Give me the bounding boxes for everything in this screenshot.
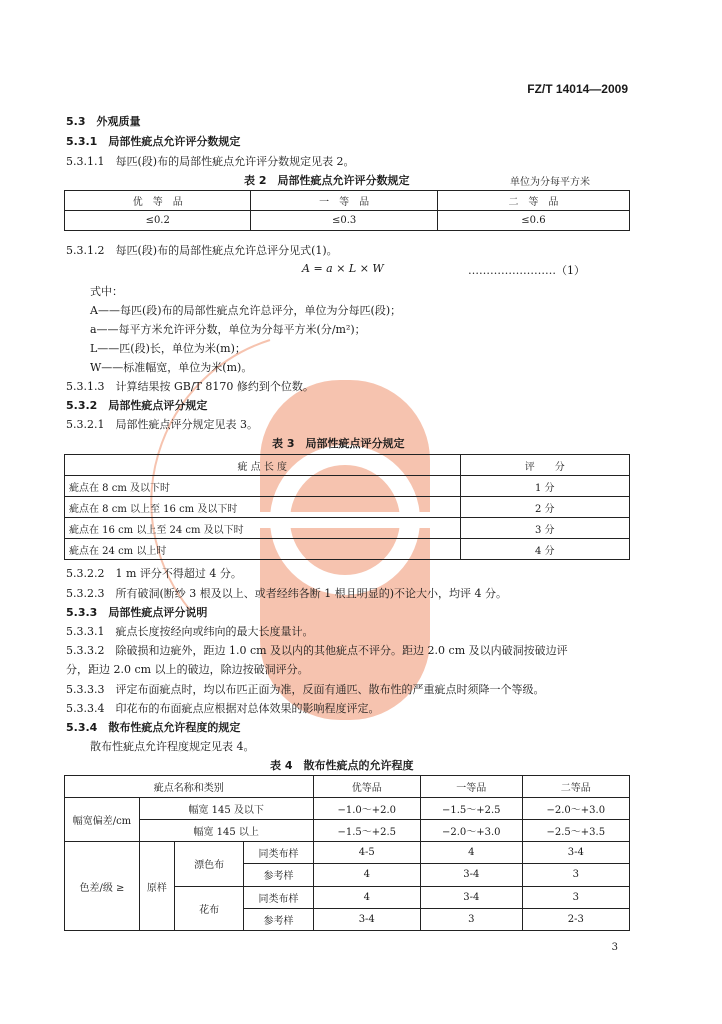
table4-dyed-label: 漂色布 xyxy=(174,842,243,886)
table4-cell: −2.0～+3.0 xyxy=(522,798,629,820)
table4-cell: 4 xyxy=(420,842,522,864)
table4 xyxy=(64,775,630,931)
table3-cell: 4 分 xyxy=(460,539,630,560)
table4-cell: 3 xyxy=(420,908,522,930)
table4-print-label: 花布 xyxy=(174,886,243,930)
table2-unit: 单位为分每平方米 xyxy=(510,177,590,188)
section-5-3-3-heading: 5.3.3 局部性疵点评分说明 xyxy=(66,606,208,619)
table4-width-label: 幅宽偏差/cm xyxy=(65,798,140,842)
table4-cell: 同类布样 xyxy=(244,886,313,908)
para-5-3-3-1: 5.3.3.1 疵点长度按经向或纬向的最大长度量计。 xyxy=(66,625,314,638)
table4-header-cell: 二等品 xyxy=(522,776,629,798)
table4-cell: 4 xyxy=(313,864,420,886)
def-a: a——每平方米允许评分数，单位为分每平方米(分/m²)； xyxy=(90,323,366,336)
table3-cell: 疵点在 16 cm 以上至 24 cm 及以下时 xyxy=(65,518,461,539)
table4-header-cell: 疵点名称和类别 xyxy=(65,776,314,798)
para-5-3-3-2: 5.3.3.2 除破损和边疵外，距边 1.0 cm 及以内的其他疵点不评分。距边 2.0 cm 及以内破洞按破边评 xyxy=(66,644,568,657)
table3-cell: 疵点在 8 cm 以上至 16 cm 及以下时 xyxy=(65,497,461,518)
table3-caption: 表 3 局部性疵点评分规定 xyxy=(272,437,405,450)
table2 xyxy=(64,190,630,231)
where-label: 式中： xyxy=(90,285,123,298)
table4-cell: 4-5 xyxy=(313,842,420,864)
table2-cell: ≤0.2 xyxy=(65,211,251,231)
table4-cell: −2.5～+3.5 xyxy=(522,820,629,842)
section-5-3-1-heading: 5.3.1 局部性疵点允许评分数规定 xyxy=(66,135,241,148)
def-A: A——每匹(段)布的局部性疵点允许总评分，单位为分每匹(段)； xyxy=(90,304,402,317)
para-5-3-2-1: 5.3.2.1 局部性疵点评分规定见表 3。 xyxy=(66,418,258,431)
table3 xyxy=(64,454,630,560)
table4-color-label: 色差/级 ≥ xyxy=(65,842,140,931)
def-L: L——匹(段)长，单位为米(m)； xyxy=(90,342,246,355)
table4-cell: 参考样 xyxy=(244,908,313,930)
section-5-3-heading: 5.3 外观质量 xyxy=(66,115,141,128)
table3-header-cell: 评 分 xyxy=(460,455,630,476)
table3-header-cell: 疵 点 长 度 xyxy=(65,455,461,476)
table3-cell: 疵点在 24 cm 以上时 xyxy=(65,539,461,560)
para-5-3-1-2: 5.3.1.2 每匹(段)布的局部性疵点允许总评分见式(1)。 xyxy=(66,244,338,257)
table3-cell: 3 分 xyxy=(460,518,630,539)
para-5-3-3-4: 5.3.3.4 印花布的布面疵点应根据对总体效果的影响程度评定。 xyxy=(66,702,380,715)
page-number: 3 xyxy=(611,942,618,953)
table4-cell: −1.5～+2.5 xyxy=(420,798,522,820)
table4-cell: −1.5～+2.5 xyxy=(313,820,420,842)
table3-cell: 2 分 xyxy=(460,497,630,518)
table4-caption: 表 4 散布性疵点的允许程度 xyxy=(270,759,414,772)
table2-header-cell: 一 等 品 xyxy=(251,191,437,211)
table4-cell: −1.0～+2.0 xyxy=(313,798,420,820)
para-5-3-4: 散布性疵点允许程度规定见表 4。 xyxy=(90,740,255,753)
table4-cell: 3-4 xyxy=(420,864,522,886)
para-5-3-3-3: 5.3.3.3 评定布面疵点时，均以布匹正面为准，反面有通匹、散布性的严重疵点时须降一个等级。 xyxy=(66,683,545,696)
table4-cell: 3-4 xyxy=(522,842,629,864)
table4-cell: −2.0～+3.0 xyxy=(420,820,522,842)
def-W: W——标准幅宽，单位为米(m)。 xyxy=(90,361,253,374)
table4-cell: 幅宽 145 以上 xyxy=(139,820,313,842)
table3-cell: 1 分 xyxy=(460,476,630,497)
table4-orig-label: 原样 xyxy=(140,842,175,930)
table2-header-cell: 二 等 品 xyxy=(437,191,629,211)
table4-cell: 4 xyxy=(313,886,420,908)
table2-cell: ≤0.6 xyxy=(437,211,629,231)
para-5-3-1-3: 5.3.1.3 计算结果按 GB/T 8170 修约到个位数。 xyxy=(66,380,314,393)
table4-cell: 3 xyxy=(522,886,629,908)
table4-cell: 3-4 xyxy=(420,886,522,908)
section-5-3-4-heading: 5.3.4 散布性疵点允许程度的规定 xyxy=(66,721,241,734)
table4-cell: 同类布样 xyxy=(244,842,313,864)
table4-cell: 3-4 xyxy=(313,908,420,930)
para-5-3-3-2-cont: 分，距边 2.0 cm 以上的破边，除边按破洞评分。 xyxy=(66,663,309,676)
table2-cell: ≤0.3 xyxy=(251,211,437,231)
table4-header-cell: 优等品 xyxy=(313,776,420,798)
table2-caption: 表 2 局部性疵点允许评分数规定 xyxy=(244,174,410,187)
formula-number: ……………………（1） xyxy=(468,264,585,277)
table4-cell: 参考样 xyxy=(244,864,313,886)
table3-cell: 疵点在 8 cm 及以下时 xyxy=(65,476,461,497)
para-5-3-2-3: 5.3.2.3 所有破洞(断纱 3 根及以上、或者经纬各断 1 根且明显的)不论大小，均评 4 分。 xyxy=(66,587,508,600)
formula-1: A = a × L × W xyxy=(302,262,384,275)
table4-header-cell: 一等品 xyxy=(420,776,522,798)
table4-cell: 2-3 xyxy=(522,908,629,930)
section-5-3-2-heading: 5.3.2 局部性疵点评分规定 xyxy=(66,399,208,412)
table4-cell: 幅宽 145 及以下 xyxy=(139,798,313,820)
para-5-3-1-1: 5.3.1.1 每匹(段)布的局部性疵点允许评分数规定见表 2。 xyxy=(66,155,355,168)
table4-cell: 3 xyxy=(522,864,629,886)
standard-number: FZ/T 14014—2009 xyxy=(527,82,628,96)
para-5-3-2-2: 5.3.2.2 1 m 评分不得超过 4 分。 xyxy=(66,567,242,580)
table2-header-cell: 优 等 品 xyxy=(65,191,251,211)
